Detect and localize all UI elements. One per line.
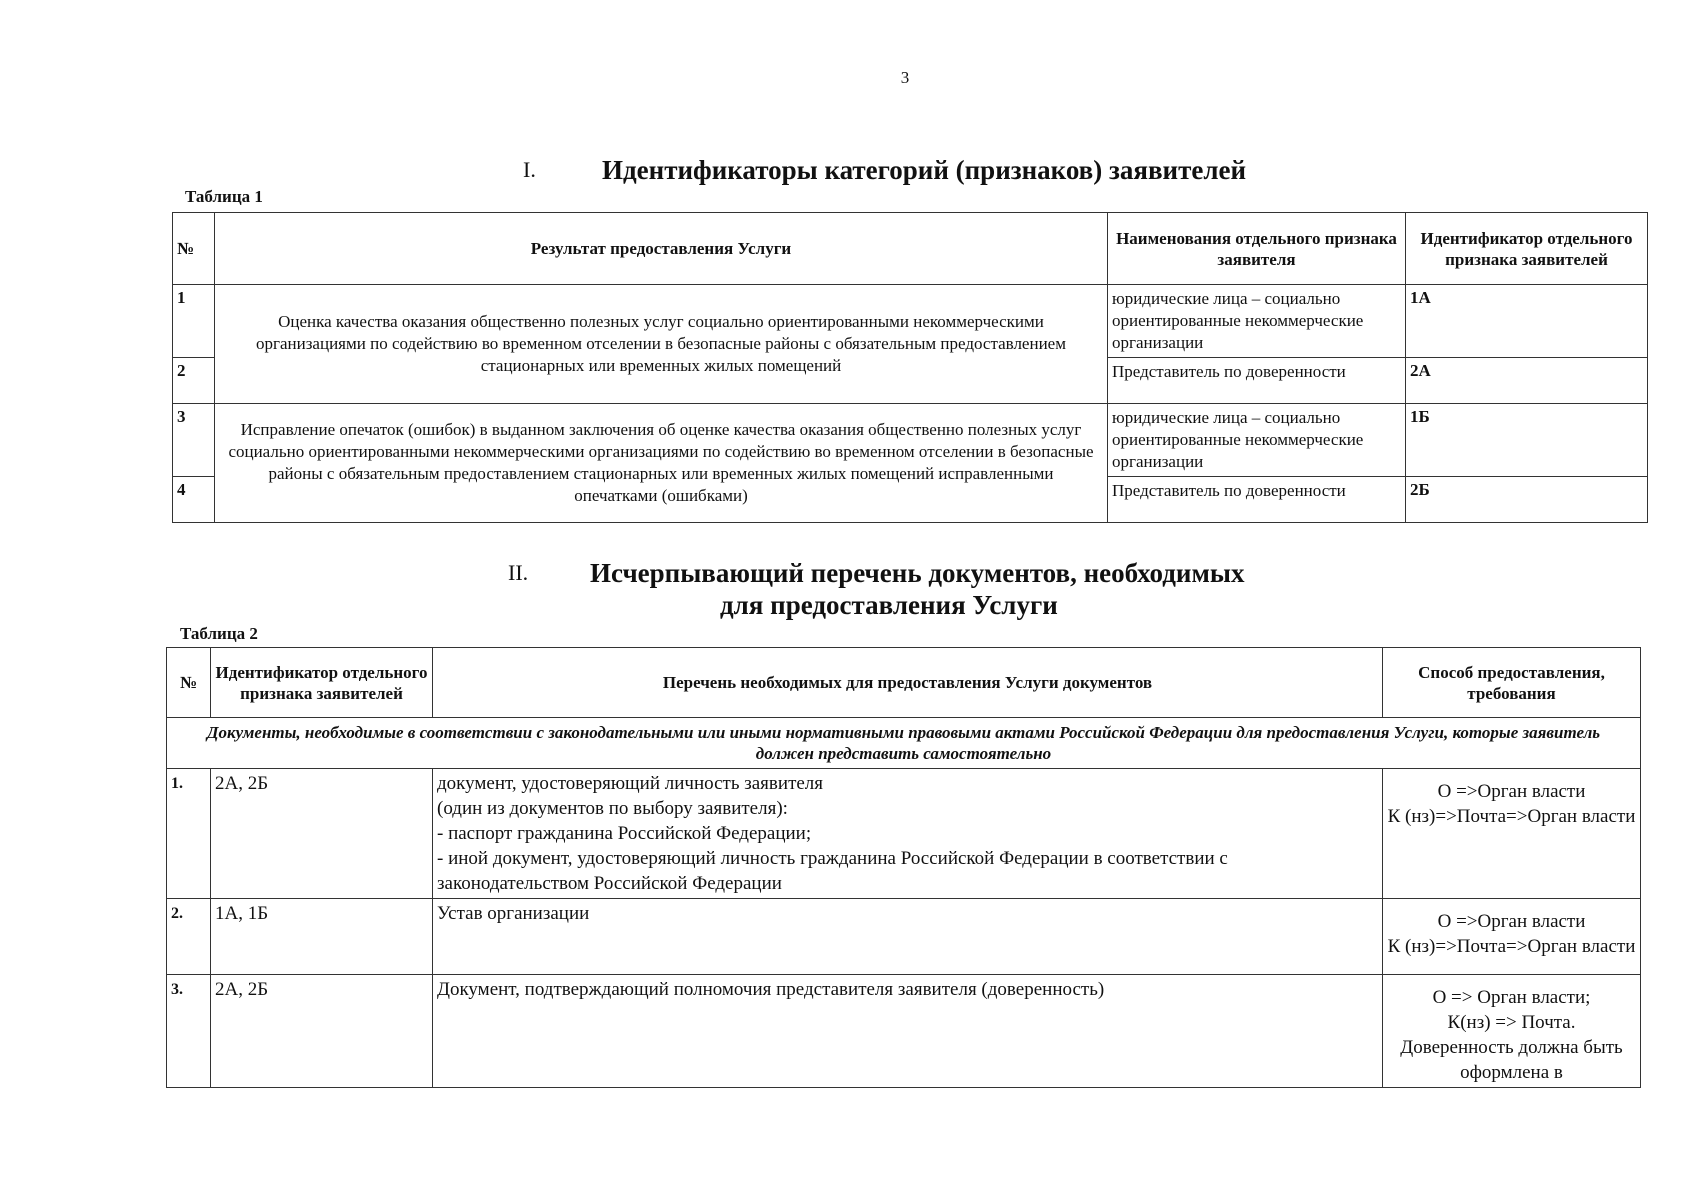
table-row xyxy=(167,769,1641,899)
table-2-doc-cell xyxy=(433,899,1383,975)
table-2-doc-cell xyxy=(433,769,1383,899)
table-2-header-way: Способ предоставления, требования xyxy=(1383,648,1641,718)
way-line: К (нз)=>Почта=>Орган власти xyxy=(1387,806,1636,827)
way-line: О =>Орган власти xyxy=(1437,781,1586,802)
doc-line: - иной документ, удостоверяющий личность гражданина Российской Федерации в соответствии с законодательством Российской Федерации xyxy=(437,848,1228,894)
table-1-name-cell: Представитель по доверенности xyxy=(1108,358,1406,404)
doc-line: документ, удостоверяющий личность заявителя xyxy=(437,773,824,794)
table-1-row-num: 4 xyxy=(173,477,215,523)
table-1-header-name: Наименования отдельного признака заявителя xyxy=(1108,213,1406,285)
table-1-name-cell: Представитель по доверенности xyxy=(1108,477,1406,523)
table-2-header-id: Идентификатор отдельного признака заявителей xyxy=(211,648,433,718)
section-2-heading xyxy=(0,558,1696,624)
doc-line: (один из документов по выбору заявителя): xyxy=(437,798,788,819)
doc-line: - паспорт гражданина Российской Федерации; xyxy=(437,823,812,844)
table-1-result-cell: Исправление опечаток (ошибок) в выданном заключения об оценке качества оказания общественно полезных услуг социально ориентированными некоммерческими организациями по содействию во временном отселении в безопасные районы с обязательным предоставлением стационарных или временных жилых помещений исправленными опечатками (ошибками) xyxy=(215,404,1108,523)
table-row xyxy=(167,899,1641,975)
table-row xyxy=(167,975,1641,1088)
table-1-name-cell: юридические лица – социально ориентированные некоммерческие организации xyxy=(1108,404,1406,477)
table-1-id-cell: 1Б xyxy=(1406,404,1648,477)
table-row xyxy=(173,404,1648,477)
table-2-way-cell xyxy=(1383,975,1641,1088)
table-2-header-num: № xyxy=(167,648,211,718)
table-row xyxy=(173,285,1648,358)
way-line: К (нз)=>Почта=>Орган власти xyxy=(1387,936,1636,957)
table-2-subheader: Документы, необходимые в соответствии с законодательными или иными нормативными правовыми актами Российской Федерации для предоставления Услуги, которые заявитель должен представить самостоятельно xyxy=(167,718,1641,769)
way-line: О =>Орган власти xyxy=(1437,911,1586,932)
doc-line: Устав организации xyxy=(437,903,590,924)
table-2-header-row xyxy=(167,648,1641,718)
table-1-header-result: Результат предоставления Услуги xyxy=(215,213,1108,285)
table-1-row-num: 1 xyxy=(173,285,215,358)
way-line: К(нз) => Почта. xyxy=(1447,1012,1576,1033)
table-1-row-num: 3 xyxy=(173,404,215,477)
table-1-id-cell: 2А xyxy=(1406,358,1648,404)
table-1-header-row xyxy=(173,213,1648,285)
table-2-way-cell xyxy=(1383,769,1641,899)
way-line: О => Орган власти; xyxy=(1432,987,1591,1008)
table-2-subheader-row xyxy=(167,718,1641,769)
table-1-name-cell: юридические лица – социально ориентированные некоммерческие организации xyxy=(1108,285,1406,358)
table-1-header-id: Идентификатор отдельного признака заявителей xyxy=(1406,213,1648,285)
table-2-way-cell xyxy=(1383,899,1641,975)
table-1 xyxy=(172,212,1648,523)
table-1-row-num: 2 xyxy=(173,358,215,404)
section-2-title-line-2: для предоставления Услуги xyxy=(720,590,1058,620)
table-2 xyxy=(166,647,1641,1088)
table-2-header-docs: Перечень необходимых для предоставления Услуги документов xyxy=(433,648,1383,718)
table-2-row-num: 1. xyxy=(167,769,211,899)
table-1-result-cell: Оценка качества оказания общественно полезных услуг социально ориентированными некоммерческими организациями по содействию во временном отселении в безопасные районы с обязательным предоставлением стационарных или временных жилых помещений xyxy=(215,285,1108,404)
section-1-title: Идентификаторы категорий (признаков) заявителей xyxy=(602,155,1247,185)
table-2-doc-cell xyxy=(433,975,1383,1088)
table-2-row-num: 2. xyxy=(167,899,211,975)
table-2-id-cell: 1А, 1Б xyxy=(211,899,433,975)
table-2-id-cell: 2А, 2Б xyxy=(211,769,433,899)
table-1-caption: Таблица 1 xyxy=(185,187,263,206)
section-1-numeral: I. xyxy=(523,157,536,182)
table-1-id-cell: 1А xyxy=(1406,285,1648,358)
way-line: Доверенность должна быть оформлена в xyxy=(1400,1037,1623,1083)
table-2-caption: Таблица 2 xyxy=(180,624,258,643)
section-2-numeral: II. xyxy=(508,560,529,585)
section-1-heading xyxy=(0,155,1696,189)
section-2-title-line-1: Исчерпывающий перечень документов, необходимых xyxy=(590,558,1245,588)
table-2-row-num: 3. xyxy=(167,975,211,1088)
table-2-id-cell: 2А, 2Б xyxy=(211,975,433,1088)
table-1-header-num: № xyxy=(173,213,215,285)
doc-line: Документ, подтверждающий полномочия представителя заявителя (доверенность) xyxy=(437,979,1105,1000)
table-1-id-cell: 2Б xyxy=(1406,477,1648,523)
page-number: 3 xyxy=(900,68,910,87)
